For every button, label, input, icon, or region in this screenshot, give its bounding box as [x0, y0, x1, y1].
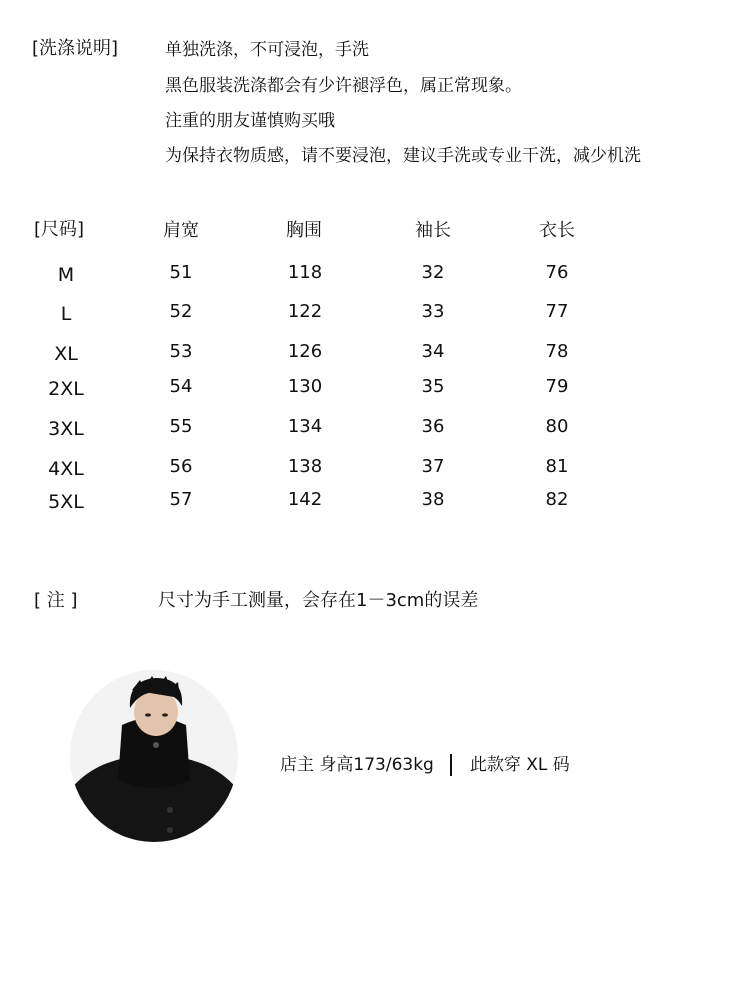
divider [450, 754, 452, 776]
wash-section-label: [洗涤说明] [32, 38, 119, 59]
table-cell: 32 [421, 262, 445, 283]
table-cell: 55 [169, 416, 193, 437]
owner-info [280, 750, 570, 776]
wash-line: 单独洗涤，不可浸泡，手洗 [165, 40, 369, 60]
size-name: M [57, 264, 75, 286]
table-cell: 56 [169, 456, 193, 477]
size-name: XL [54, 343, 78, 365]
table-cell: 33 [421, 301, 445, 322]
table-cell: 57 [169, 489, 193, 510]
table-cell: 138 [287, 456, 323, 477]
model-photo-illustration [70, 670, 238, 842]
table-cell: 126 [287, 341, 323, 362]
table-cell: 118 [287, 262, 323, 283]
column-header-chest: 胸围 [286, 220, 322, 241]
table-cell: 81 [545, 456, 569, 477]
table-cell: 82 [545, 489, 569, 510]
wash-line: 注重的朋友谨慎购买哦 [165, 111, 335, 131]
table-cell: 52 [169, 301, 193, 322]
size-name: 2XL [48, 378, 84, 400]
table-cell: 53 [169, 341, 193, 362]
size-name: 4XL [48, 458, 84, 480]
table-cell: 142 [287, 489, 323, 510]
model-photo [70, 670, 238, 842]
table-cell: 134 [287, 416, 323, 437]
column-header-shoulder: 肩宽 [163, 220, 199, 241]
note-label: [ 注 ] [34, 590, 78, 611]
size-section-label: [尺码] [34, 219, 85, 240]
table-cell: 34 [421, 341, 445, 362]
table-cell: 37 [421, 456, 445, 477]
wash-line: 为保持衣物质感，请不要浸泡，建议手洗或专业干洗，减少机洗 [165, 146, 641, 166]
size-name: 5XL [48, 491, 84, 513]
table-cell: 76 [545, 262, 569, 283]
table-cell: 122 [287, 301, 323, 322]
column-header-sleeve: 袖长 [415, 220, 451, 241]
table-cell: 35 [421, 376, 445, 397]
table-cell: 51 [169, 262, 193, 283]
column-header-length: 衣长 [539, 220, 575, 241]
size-name: 3XL [48, 418, 84, 440]
table-cell: 54 [169, 376, 193, 397]
owner-fit-size: 此款穿 XL 码 [469, 755, 570, 775]
owner-height-weight: 店主 身高173/63kg [280, 755, 434, 775]
table-cell: 77 [545, 301, 569, 322]
table-cell: 130 [287, 376, 323, 397]
table-cell: 79 [545, 376, 569, 397]
note-text: 尺寸为手工测量，会存在1－3cm的误差 [158, 590, 479, 611]
table-cell: 78 [545, 341, 569, 362]
table-cell: 38 [421, 489, 445, 510]
table-cell: 80 [545, 416, 569, 437]
size-name: L [60, 303, 72, 325]
table-cell: 36 [421, 416, 445, 437]
wash-line: 黑色服装洗涤都会有少许褪浮色，属正常现象。 [165, 76, 522, 96]
